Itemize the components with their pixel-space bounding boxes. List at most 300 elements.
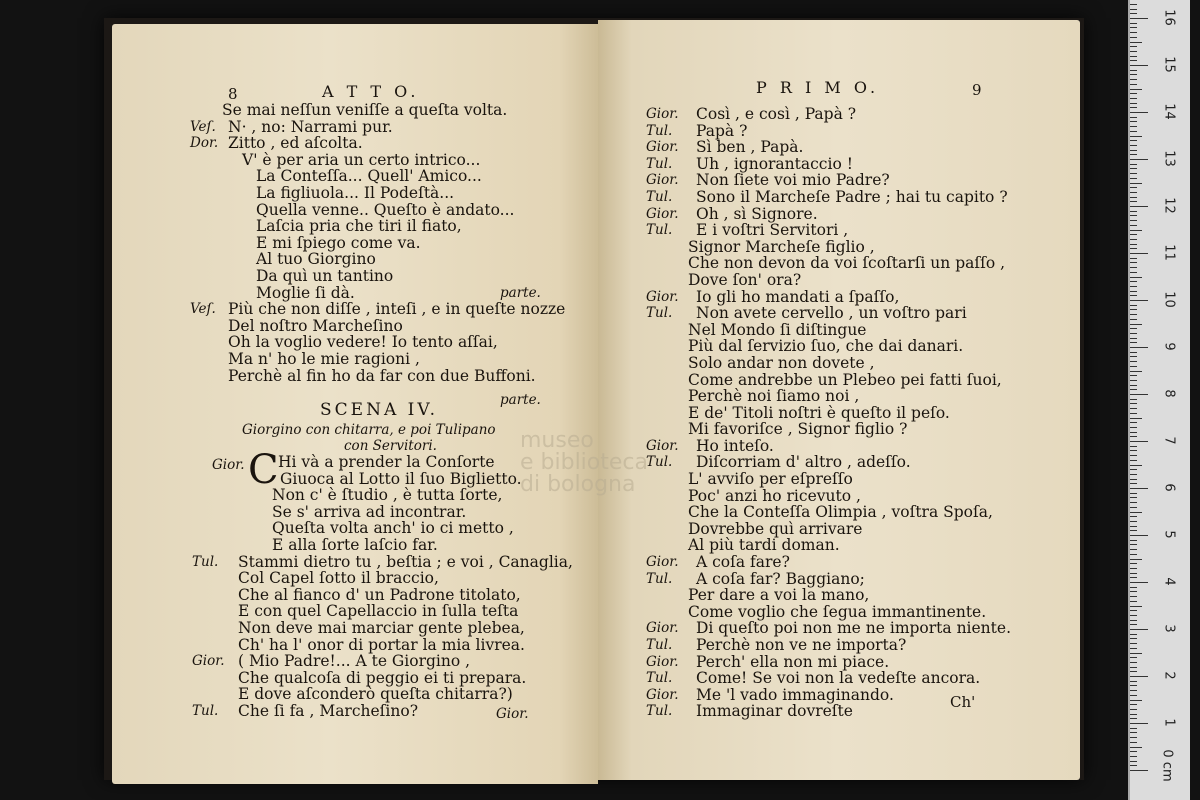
text-line (210, 504, 590, 521)
text-line (646, 669, 1076, 688)
ruler-tick (1130, 309, 1137, 310)
text-line (646, 171, 1076, 190)
ruler-tick (1130, 728, 1137, 729)
ruler-tick (1130, 394, 1148, 395)
speaker-label: Tul. (646, 703, 673, 720)
ruler-number: 5 (1161, 530, 1177, 539)
ruler-tick (1130, 183, 1142, 184)
text-line (210, 603, 590, 620)
ruler-tick (1130, 681, 1137, 682)
ruler-tick (1130, 356, 1137, 357)
scene-description-1: Giorgino con chitarra, e poi Tulipano (242, 422, 496, 438)
verse-text: Io gli ho mandati a ſpaſſo, (696, 287, 900, 306)
ruler-tick (1130, 685, 1137, 686)
verse-text: L' avviſo per eſpreſſo (688, 470, 853, 489)
verse-text: Perchè noi ſiamo noi , (688, 387, 860, 406)
verse-text: Ch' ha l' onor di portar la mia livrea. (238, 635, 525, 654)
verse-text: Non ſiete voi mio Padre? (696, 171, 890, 190)
verse-text: Moglie ſi dà. (256, 283, 355, 302)
ruler-tick (1130, 559, 1142, 560)
ruler-tick (1130, 206, 1148, 207)
ruler-tick (1130, 42, 1142, 43)
ruler-tick (1130, 70, 1137, 71)
ruler-tick (1130, 521, 1137, 522)
text-line (656, 405, 1076, 422)
speaker-label: Tul. (646, 670, 673, 687)
text-line (646, 619, 1076, 638)
text-line (646, 453, 1076, 472)
ruler-tick (1130, 615, 1137, 616)
ruler-tick (1130, 747, 1142, 748)
verse-text: Più dal ſervizio ſuo, che dai danari. (688, 337, 964, 356)
page-number-left: 8 (228, 85, 238, 103)
ruler-tick (1130, 197, 1137, 198)
text-line (646, 569, 1076, 588)
ruler-tick (1130, 737, 1137, 738)
ruler-tick (1130, 79, 1137, 80)
verse-text: Oh la voglio vedere! Io tento aſſai, (228, 333, 498, 352)
ruler-tick (1130, 371, 1142, 372)
text-line (646, 121, 1076, 140)
ruler-tick (1130, 107, 1137, 108)
speaker-label: Gior. (646, 288, 679, 305)
text-line (646, 105, 1076, 123)
ruler-tick (1130, 460, 1137, 461)
verse-text: Di queſto poi non me ne importa niente. (696, 619, 1011, 638)
ruler-tick (1130, 596, 1137, 597)
text-line (656, 421, 1076, 438)
ruler-tick (1130, 554, 1137, 555)
ruler-tick (1130, 150, 1137, 151)
text-line (656, 372, 1076, 389)
speaker-label: Tul. (646, 188, 673, 205)
watermark-line: museo (520, 428, 594, 453)
ruler-tick (1130, 126, 1137, 127)
ruler-tick (1130, 718, 1137, 719)
verse-text: Immaginar dovreſte (696, 702, 853, 721)
ruler-tick (1130, 361, 1137, 362)
ruler-tick (1130, 671, 1137, 672)
speaker-label: Gior. (646, 172, 679, 189)
ruler-tick (1130, 465, 1142, 466)
ruler-tick (1130, 403, 1137, 404)
text-line (210, 686, 590, 703)
ruler-number: 6 (1161, 483, 1177, 492)
verse-text: Che non devon da voi ſcoſtarſi un paſſo , (688, 254, 1006, 273)
open-book (104, 18, 1084, 780)
verse-text: A coſa fare? (696, 553, 790, 572)
ruler-tick (1130, 704, 1137, 705)
speaker-label: Tul. (646, 155, 673, 172)
verse-text: Ma n' ho le mie ragioni , (228, 349, 420, 368)
text-line (210, 235, 590, 252)
verse-text: Non deve mai marciar gente plebea, (238, 618, 525, 637)
ruler-tick (1130, 342, 1137, 343)
verse-text: Poc' anzi ho ricevuto , (688, 486, 861, 505)
text-line (210, 670, 590, 687)
verse-text: ( Mio Padre!... A te Giorgino , (238, 652, 471, 671)
text-line (210, 537, 590, 554)
ruler-tick (1130, 756, 1137, 757)
speaker-label: Tul. (646, 454, 673, 471)
verse-text: Queſta volta anch' io ci metto , (272, 519, 514, 538)
verse-text: Come voglio che ſegua immantinente. (688, 602, 987, 621)
ruler-tick (1130, 187, 1137, 188)
text-line (656, 504, 1076, 521)
verse-text: Da quì un tantino (256, 266, 394, 285)
text-line (210, 520, 590, 537)
ruler-tick (1130, 211, 1137, 212)
ruler-tick (1130, 93, 1137, 94)
ruler-tick (1130, 591, 1137, 592)
ruler-tick (1130, 27, 1137, 28)
verse-text: Come andrebbe un Plebeo pei fatti ſuoi, (688, 370, 1002, 389)
verse-text: Laſcia pria che tiri il fiato, (256, 217, 462, 236)
scene-speaker: Gior. (212, 457, 245, 473)
ruler-tick (1130, 56, 1137, 57)
verse-text: E de' Titoli noſtri è queſto il peſo. (688, 403, 950, 422)
ruler-tick (1130, 225, 1137, 226)
text-line (210, 637, 590, 654)
ruler-tick (1130, 432, 1137, 433)
speaker-label: Tul. (646, 570, 673, 587)
ruler-tick (1130, 469, 1137, 470)
ruler-tick (1130, 248, 1137, 249)
ruler-tick (1130, 643, 1137, 644)
ruler-tick (1130, 65, 1148, 66)
ruler-tick (1130, 215, 1137, 216)
ruler-tick (1130, 230, 1142, 231)
watermark (520, 430, 680, 496)
verse-text: Uh , ignorantaccio ! (696, 154, 853, 173)
stage-direction: parte. (500, 284, 541, 301)
text-line (656, 239, 1076, 256)
ruler-tick (1130, 314, 1137, 315)
verse-text: Perch' ella non mi piace. (696, 652, 890, 671)
verse-text: Col Capel ſotto il braccio, (238, 569, 439, 588)
ruler-tick (1130, 455, 1137, 456)
ruler-tick (1130, 89, 1142, 90)
verse-text: Quella venne.. Queſto è andato... (256, 200, 515, 219)
ruler-tick (1130, 389, 1137, 390)
page-number-right: 9 (972, 81, 982, 99)
speaker-label: Dor. (190, 135, 219, 152)
ruler-tick (1130, 582, 1148, 583)
ruler-number: 9 (1161, 342, 1177, 351)
speaker-label: Tul. (192, 553, 219, 570)
text-line (646, 553, 1076, 572)
verse-text: Me 'l vado immaginando. (696, 685, 894, 704)
ruler-tick (1130, 121, 1137, 122)
text-line (210, 152, 590, 169)
verse-text: Perchè non ve ne importa? (696, 636, 907, 654)
ruler-tick (1130, 676, 1148, 677)
speaker-label: Gior. (646, 106, 679, 122)
ruler-tick (1130, 117, 1137, 118)
ruler-tick (1130, 629, 1148, 630)
text-line (656, 488, 1076, 505)
ruler-tick (1130, 483, 1137, 484)
verse-text: Diſcorriam d' altro , adeſſo. (696, 453, 911, 472)
verse-text: Come! Se voi non la vedeſte ancora. (696, 669, 981, 688)
text-line (646, 636, 1076, 654)
ruler-number: 14 (1161, 103, 1177, 120)
watermark-line: e biblioteca (520, 450, 648, 475)
ruler-tick (1130, 103, 1137, 104)
verse-text: Giuoca al Lotto il ſuo Biglietto. (280, 469, 522, 488)
ruler-tick (1130, 366, 1137, 367)
ruler-tick (1130, 573, 1137, 574)
verse-text: Perchè al fin ho da far con due Buffoni. (228, 366, 536, 385)
text-line (210, 334, 590, 351)
text-line (656, 355, 1076, 372)
speaker-label: Gior. (646, 653, 679, 670)
ruler-tick (1130, 427, 1137, 428)
speaker-label: Tul. (192, 702, 219, 719)
ruler-tick (1130, 507, 1137, 508)
verse-text: Che qualcoſa di peggio ei ti prepara. (238, 668, 527, 687)
drop-cap: C (248, 447, 279, 493)
verse-text: E alla ſorte laſcio far. (272, 535, 438, 554)
ruler-number: 13 (1161, 150, 1177, 167)
ruler-tick (1130, 606, 1142, 607)
speaker-label: Tul. (646, 637, 673, 653)
ruler-tick (1130, 648, 1137, 649)
text-line (656, 255, 1076, 272)
ruler-tick (1130, 23, 1137, 24)
ruler-tick (1130, 244, 1137, 245)
ruler-tick (1130, 563, 1137, 564)
ruler-tick (1130, 145, 1137, 146)
ruler-tick (1130, 13, 1137, 14)
text-line (210, 102, 590, 119)
verse-text: N· , no: Narrami pur. (228, 117, 393, 136)
speaker-label: Gior. (646, 205, 679, 222)
text-line (656, 388, 1076, 405)
verse-text: Non c' è ſtudio , è tutta ſorte, (272, 486, 503, 505)
ruler-tick (1130, 295, 1137, 296)
text-line (646, 685, 1076, 704)
ruler-tick (1130, 497, 1137, 498)
ruler-tick (1130, 479, 1137, 480)
ruler-tick (1130, 535, 1148, 536)
text-line (656, 521, 1076, 538)
speaker-label: Gior. (646, 554, 679, 571)
catchword-left: Gior. (496, 706, 529, 722)
ruler-tick (1130, 291, 1137, 292)
text-line (210, 285, 590, 302)
verse-text: Se mai neſſun veniſſe a queſta volta. (222, 101, 508, 119)
text-line (656, 537, 1076, 554)
ruler-tick (1130, 338, 1137, 339)
speaker-label: Tul. (646, 122, 673, 139)
ruler-tick (1130, 262, 1137, 263)
ruler-tick (1130, 234, 1137, 235)
ruler-tick (1130, 474, 1137, 475)
right-page (598, 20, 1080, 780)
speaker-label: Veſ. (190, 118, 216, 135)
verse-text: Solo andar non dovete , (688, 353, 875, 372)
ruler-number: 7 (1161, 436, 1177, 445)
ruler-tick (1130, 662, 1137, 663)
verse-text: A coſa far? Baggiano; (696, 569, 865, 588)
ruler-tick (1130, 154, 1137, 155)
ruler-tick (1130, 300, 1148, 301)
ruler-tick (1130, 723, 1148, 724)
right-dialogue (646, 105, 1076, 721)
text-line (646, 304, 1076, 323)
text-line (210, 268, 590, 285)
ruler-tick (1130, 488, 1148, 489)
text-line (656, 272, 1076, 289)
text-line (210, 168, 590, 185)
ruler-tick (1130, 587, 1137, 588)
verse-text: Che la Conteſſa Olimpia , voſtra Spoſa, (688, 503, 993, 522)
text-line (190, 117, 590, 136)
text-line (656, 471, 1076, 488)
text-line (646, 652, 1076, 671)
ruler-number: 1 (1161, 718, 1177, 727)
ruler-tick (1130, 385, 1137, 386)
ruler-tick (1130, 168, 1137, 169)
ruler-number: 11 (1161, 244, 1177, 261)
verse-text: Papà ? (696, 121, 748, 140)
verse-text: Sono il Marcheſe Padre ; hai tu capito ? (696, 187, 1008, 206)
verse-text: Al tuo Giorgino (256, 250, 376, 269)
ruler-tick (1130, 540, 1137, 541)
text-line (646, 287, 1076, 306)
verse-text: Mi favoriſce , Signor figlio ? (688, 420, 908, 439)
ruler-tick (1130, 131, 1137, 132)
ruler-tick (1130, 164, 1137, 165)
ruler-tick (1130, 601, 1137, 602)
speaker-label: Gior. (646, 620, 679, 637)
text-line (192, 652, 590, 671)
ruler-tick (1130, 657, 1137, 658)
verse-text: Dovrebbe quì arrivare (688, 519, 863, 538)
ruler-tick (1130, 765, 1137, 766)
ruler-tick (1130, 253, 1148, 254)
verse-text: Per dare a voi la mano, (688, 586, 870, 605)
ruler-tick (1130, 9, 1137, 10)
text-line (210, 218, 590, 235)
ruler-tick (1130, 624, 1137, 625)
verse-text: Signor Marcheſe figlio , (688, 237, 875, 256)
ruler-tick (1130, 502, 1137, 503)
text-line (646, 436, 1076, 455)
ruler-tick (1130, 751, 1137, 752)
ruler-tick (1130, 159, 1148, 160)
ruler-tick (1130, 761, 1137, 762)
text-line (210, 368, 590, 385)
ruler-tick (1130, 272, 1137, 273)
ruler-tick (1130, 544, 1137, 545)
ruler-tick (1130, 192, 1137, 193)
text-line (210, 202, 590, 219)
ruler-tick (1130, 695, 1137, 696)
text-line (210, 318, 590, 335)
text-line (210, 587, 590, 604)
text-line (656, 587, 1076, 604)
speaker-label: Tul. (646, 305, 673, 322)
speaker-label: Gior. (646, 686, 679, 703)
ruler-tick (1130, 37, 1137, 38)
ruler-tick (1130, 700, 1142, 701)
ruler-tick (1130, 732, 1137, 733)
verse-text: Oh , sì Signore. (696, 204, 818, 223)
text-line (646, 138, 1076, 157)
ruler-tick (1130, 173, 1137, 174)
ruler-tick (1130, 549, 1137, 550)
ruler-tick (1130, 60, 1137, 61)
ruler-tick (1130, 770, 1148, 771)
ruler-unit-label: 0 cm (1159, 749, 1175, 782)
ruler-tick (1130, 136, 1142, 137)
ruler-tick (1130, 267, 1137, 268)
text-line (646, 154, 1076, 173)
ruler-tick (1130, 610, 1137, 611)
verse-text: Nel Mondo ſi diſtingue (688, 320, 867, 339)
ruler-number: 15 (1161, 56, 1177, 73)
ruler-tick (1130, 577, 1137, 578)
ruler-tick (1130, 178, 1137, 179)
ruler-tick (1130, 239, 1137, 240)
verse-text: Del noſtro Marcheſino (228, 316, 403, 335)
ruler-tick (1130, 568, 1137, 569)
speaker-label: Gior. (192, 653, 225, 670)
verse-text: V' è per aria un certo intrico... (242, 150, 481, 169)
ruler-tick (1130, 281, 1137, 282)
ruler-tick (1130, 18, 1148, 19)
verse-text: Non avete cervello , un voſtro pari (696, 304, 967, 323)
verse-text: Sì ben , Papà. (696, 138, 804, 157)
ruler-tick (1130, 277, 1142, 278)
verse-text: E mi ſpiego come va. (256, 233, 421, 252)
ruler-number: 12 (1161, 197, 1177, 214)
ruler-tick (1130, 418, 1142, 419)
verse-text: La Conteſſa... Quell' Amico... (256, 167, 482, 186)
verse-text: E dove aſconderò queſta chitarra?) (238, 685, 513, 704)
ruler-tick (1130, 690, 1137, 691)
text-line (192, 552, 590, 571)
text-line (210, 570, 590, 587)
ruler-tick (1130, 352, 1137, 353)
ruler-tick (1130, 375, 1137, 376)
ruler-tick (1130, 667, 1137, 668)
ruler-tick (1130, 516, 1137, 517)
ruler-tick (1130, 512, 1142, 513)
verse-text: Stammi dietro tu , beſtia ; e voi , Canaglia, (238, 552, 573, 571)
ruler-tick (1130, 347, 1148, 348)
ruler-tick (1130, 4, 1137, 5)
ruler-number: 4 (1161, 577, 1177, 586)
ruler-number: 2 (1161, 671, 1177, 680)
ruler-tick (1130, 32, 1137, 33)
left-page (112, 24, 598, 784)
ruler-tick (1130, 493, 1137, 494)
verse-text: Hi và a prender la Conſorte (278, 453, 495, 471)
speaker-label: Gior. (646, 437, 679, 454)
watermark-line: di bologna (520, 472, 636, 497)
ruler-tick (1130, 258, 1137, 259)
speaker-label: Veſ. (190, 301, 216, 318)
verse-text: Che al fianco d' un Padrone titolato, (238, 585, 521, 604)
ruler-tick (1130, 328, 1137, 329)
ruler-tick (1130, 408, 1137, 409)
text-line (190, 300, 590, 319)
ruler-number: 3 (1161, 624, 1177, 633)
verse-text: E con quel Capellaccio in ſulla teſta (238, 602, 519, 621)
